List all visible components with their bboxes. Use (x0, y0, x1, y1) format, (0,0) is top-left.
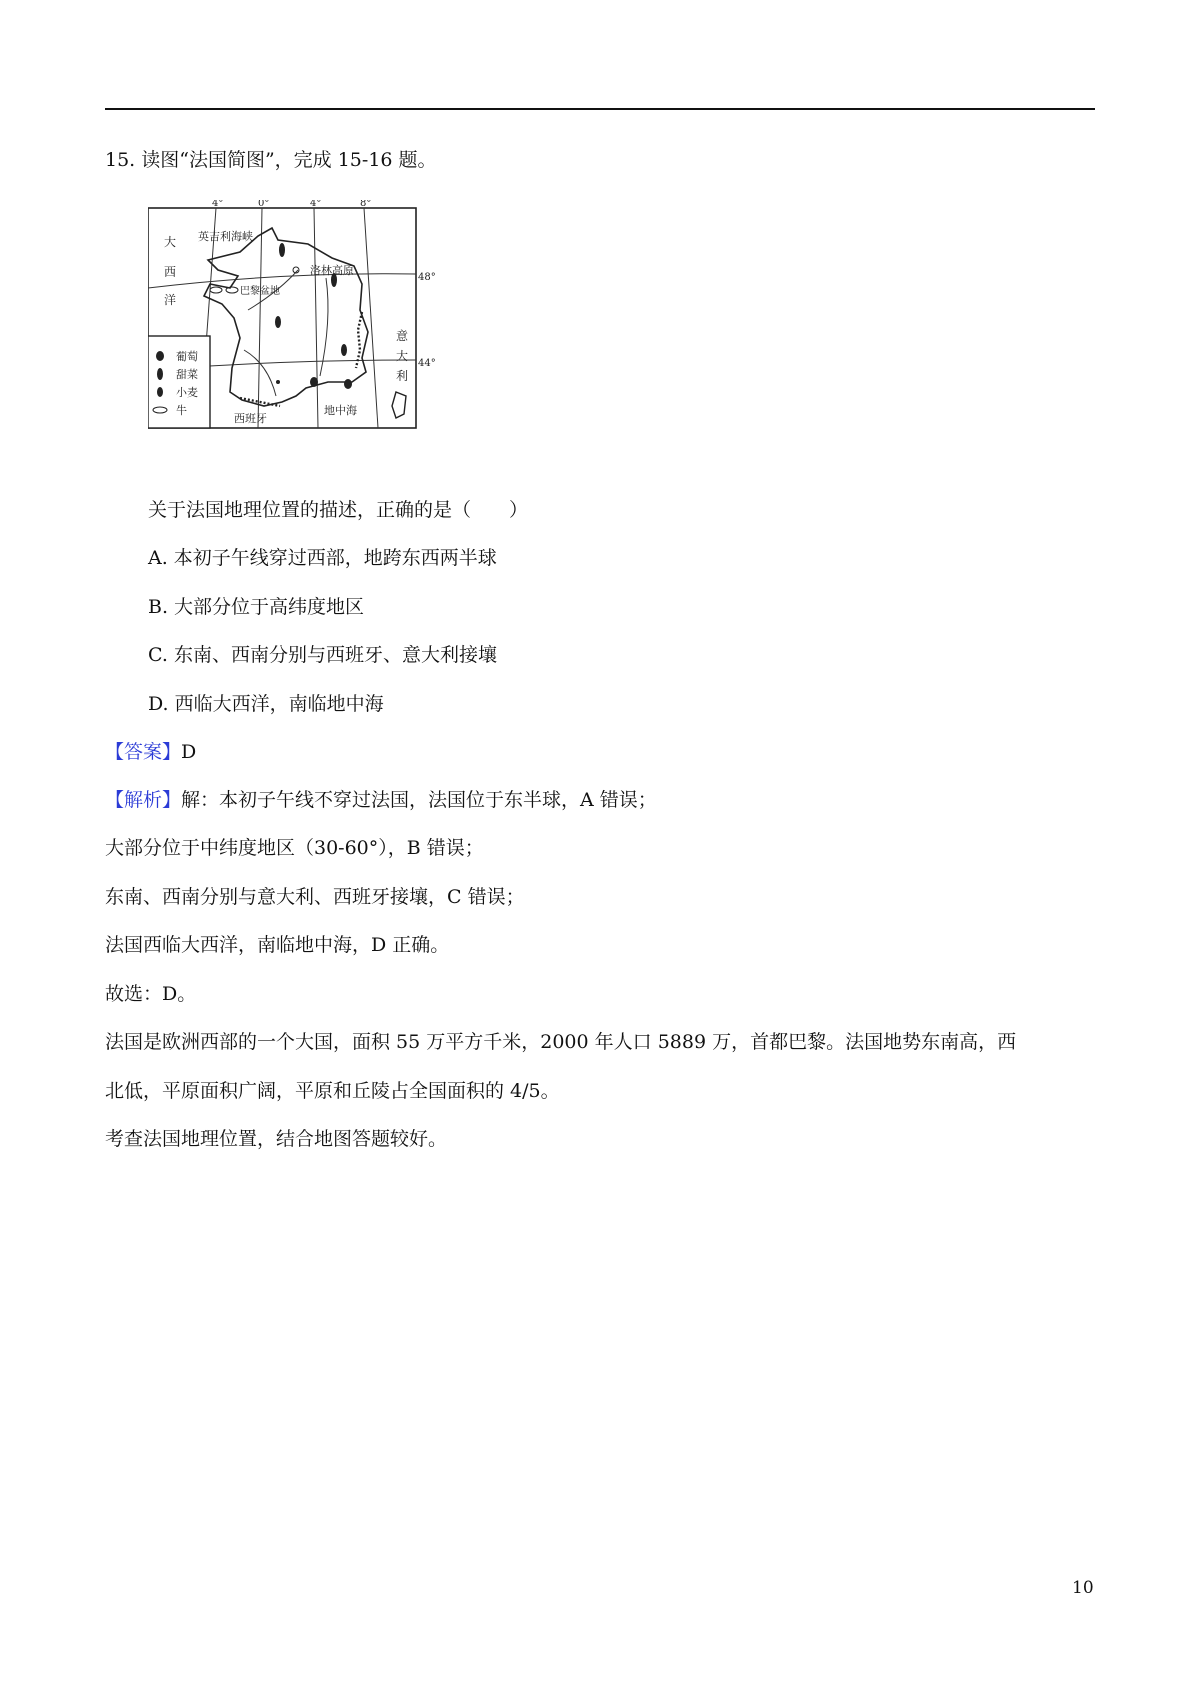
map-label-italy: 利 (396, 369, 409, 383)
legend-label: 小麦 (176, 386, 198, 399)
analysis-text: 法国西临大西洋，南临地中海，D 正确。 (105, 934, 450, 956)
map-label-atlantic: 西 (164, 265, 177, 279)
meridian-line (258, 208, 262, 428)
map-label-italy: 意 (396, 329, 409, 343)
option-d: D. 西临大西洋，南临地中海 (148, 693, 384, 715)
map-label-basin: 巴黎盆地 (240, 286, 280, 297)
analysis-text: 东南、西南分别与意大利、西班牙接壤，C 错误； (105, 886, 525, 908)
corsica-outline (392, 392, 406, 418)
question-prompt: 关于法国地理位置的描述，正确的是（ ） (148, 499, 529, 521)
lon-label: 4° (310, 200, 322, 209)
grape-symbol (310, 377, 318, 387)
river-line (244, 350, 276, 396)
lat-label: 48° (418, 272, 436, 283)
wheat-symbol (341, 344, 347, 356)
cattle-symbol (210, 287, 222, 293)
option-c: C. 东南、西南分别与西班牙、意大利接壤 (148, 644, 497, 666)
legend-beet-icon (157, 368, 163, 380)
lon-label: 8° (360, 200, 372, 209)
analysis-text: 故选：D。 (105, 983, 197, 1005)
analysis-line (105, 786, 657, 814)
mountain-hatch (356, 312, 362, 368)
analysis-tag: 【解析】 (105, 789, 182, 811)
question-stem: 15. 读图“法国简图”，完成 15-16 题。 (105, 149, 437, 171)
meridian-line (364, 208, 378, 428)
answer-value: D (181, 741, 197, 763)
wheat-symbol (275, 316, 281, 328)
map-label-plateau: 洛林高原 (310, 264, 354, 277)
lat-label: 44° (418, 358, 436, 369)
map-label-atlantic: 大 (164, 235, 177, 249)
legend-label: 葡萄 (176, 350, 198, 363)
legend-label: 牛 (176, 404, 187, 417)
page-number: 10 (1072, 1578, 1094, 1598)
city-dot (276, 380, 280, 384)
lon-label: 4° (212, 200, 224, 209)
legend-label: 甜菜 (176, 368, 198, 381)
france-outline (204, 228, 368, 406)
legend-grape-icon (156, 351, 164, 361)
header-rule (105, 108, 1095, 110)
map-label-channel: 英吉利海峡 (198, 230, 253, 243)
map-label-med: 地中海 (324, 404, 357, 417)
analysis-text: 法国是欧洲西部的一个大国，面积 55 万平方千米，2000 年人口 5889 万，首都巴黎。法国地势东南高，西 (105, 1031, 1017, 1053)
lon-label: 0° (258, 200, 270, 209)
legend-wheat-icon (157, 387, 163, 397)
map-label-atlantic: 洋 (164, 293, 177, 307)
cattle-symbol (226, 287, 238, 293)
map-label-spain: 西班牙 (234, 412, 267, 425)
analysis-text: 大部分位于中纬度地区（30-60°），B 错误； (105, 837, 484, 859)
map-label-italy: 大 (396, 349, 409, 363)
option-a: A. 本初子午线穿过西部，地跨东西两半球 (148, 547, 497, 569)
analysis-text: 考查法国地理位置，结合地图答题较好。 (105, 1128, 448, 1150)
grape-symbol (344, 379, 352, 389)
france-map (148, 200, 456, 462)
analysis-text: 解：本初子午线不穿过法国，法国位于东半球，A 错误； (181, 789, 657, 811)
answer-line (105, 738, 196, 766)
analysis-text: 北低，平原面积广阔，平原和丘陵占全国面积的 4/5。 (105, 1080, 560, 1102)
option-b: B. 大部分位于高纬度地区 (148, 596, 365, 618)
answer-tag: 【答案】 (105, 741, 182, 763)
sugar-beet-symbol (279, 243, 285, 257)
meridian-line (314, 208, 318, 428)
